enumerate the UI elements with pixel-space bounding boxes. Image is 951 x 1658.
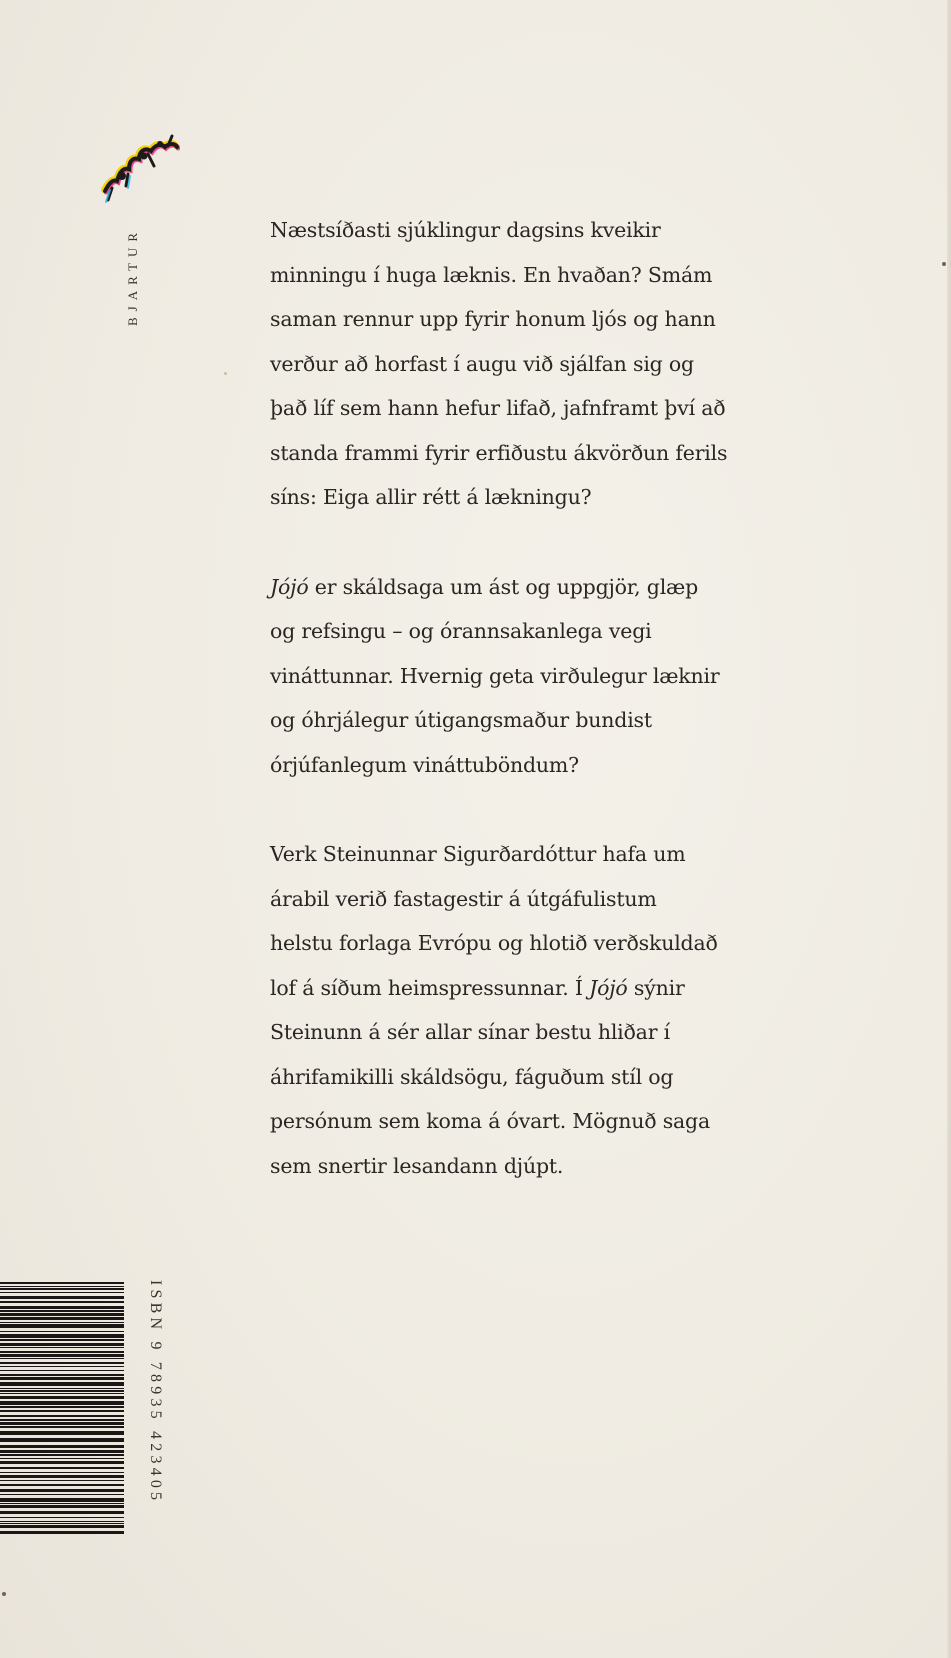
text-run: áhrifamikilli skáldsögu, fáguðum stíl og	[270, 1064, 674, 1089]
blurb-line	[270, 966, 740, 1011]
blurb-line	[270, 743, 740, 788]
text-run: minningu í huga læknis. En hvaðan? Smám	[270, 262, 713, 287]
text-run: vináttunnar. Hvernig geta virðulegur læknir	[270, 663, 720, 688]
barcode-icon	[0, 1280, 124, 1536]
text-run: standa frammi fyrir erfiðustu ákvörðun ferils	[270, 440, 728, 465]
blurb-line	[270, 431, 740, 476]
text-run: saman rennur upp fyrir honum ljós og hann	[270, 307, 716, 331]
text-run: sýnir	[627, 975, 685, 1000]
text-run: persónum sem koma á óvart. Mögnuð saga	[270, 1109, 710, 1133]
blurb-line	[270, 1010, 740, 1055]
text-run: órjúfanlegum vináttuböndum?	[270, 752, 579, 777]
text-run: er skáldsaga um ást og uppgjör, glæp	[308, 574, 699, 599]
text-run: síns: Eiga allir rétt á lækningu?	[270, 485, 592, 509]
text-run: lof á síðum heimspressunnar. Í	[270, 975, 590, 1000]
blurb-line	[270, 253, 740, 298]
text-run: árabil verið fastagestir á útgáfulistum	[270, 886, 657, 911]
text-run: Næstsíðasti sjúklingur dagsins kveikir	[270, 218, 661, 242]
blurb-line	[270, 698, 740, 743]
text-run: verður að horfast í augu við sjálfan sig og	[270, 351, 694, 376]
isbn-number: ISBN 9 78935 423405	[147, 1280, 164, 1505]
blurb-paragraph	[270, 208, 740, 520]
book-title-italic: Jójó	[589, 975, 628, 1000]
blurb-line	[270, 475, 740, 520]
blurb-line	[270, 832, 740, 877]
blurb-text	[270, 208, 740, 1188]
text-run: og óhrjálegur útigangsmaður bundist	[270, 708, 652, 732]
text-run: það líf sem hann hefur lifað, jafnframt því að	[270, 396, 726, 420]
text-run: og refsingu – og órannsakanlega vegi	[270, 619, 652, 643]
blurb-line	[270, 921, 740, 966]
blurb-line	[270, 342, 740, 387]
blurb-paragraph	[270, 565, 740, 788]
cover-edge	[947, 0, 951, 1658]
paper-speck	[224, 372, 227, 375]
blurb-line	[270, 654, 740, 699]
blurb-line	[270, 1099, 740, 1144]
text-run: sem snertir lesandann djúpt.	[270, 1153, 564, 1178]
paper-speck	[2, 1592, 6, 1596]
blurb-line	[270, 386, 740, 431]
blurb-line	[270, 877, 740, 922]
blurb-line	[270, 565, 740, 610]
blurb-line	[270, 1055, 740, 1100]
splash-figure-icon	[96, 128, 180, 204]
text-run: helstu forlaga Evrópu og hlotið verðskuldað	[270, 931, 718, 955]
paper-speck	[942, 262, 946, 266]
blurb-line	[270, 208, 740, 253]
blurb-line	[270, 297, 740, 342]
blurb-line	[270, 1144, 740, 1189]
publisher-name: BJARTUR	[125, 226, 140, 326]
text-run: Verk Steinunnar Sigurðardóttur hafa um	[270, 842, 686, 866]
book-title-italic: Jójó	[270, 574, 309, 599]
text-run: Steinunn á sér allar sínar bestu hliðar í	[270, 1020, 670, 1044]
blurb-paragraph	[270, 832, 740, 1188]
blurb-line	[270, 609, 740, 654]
